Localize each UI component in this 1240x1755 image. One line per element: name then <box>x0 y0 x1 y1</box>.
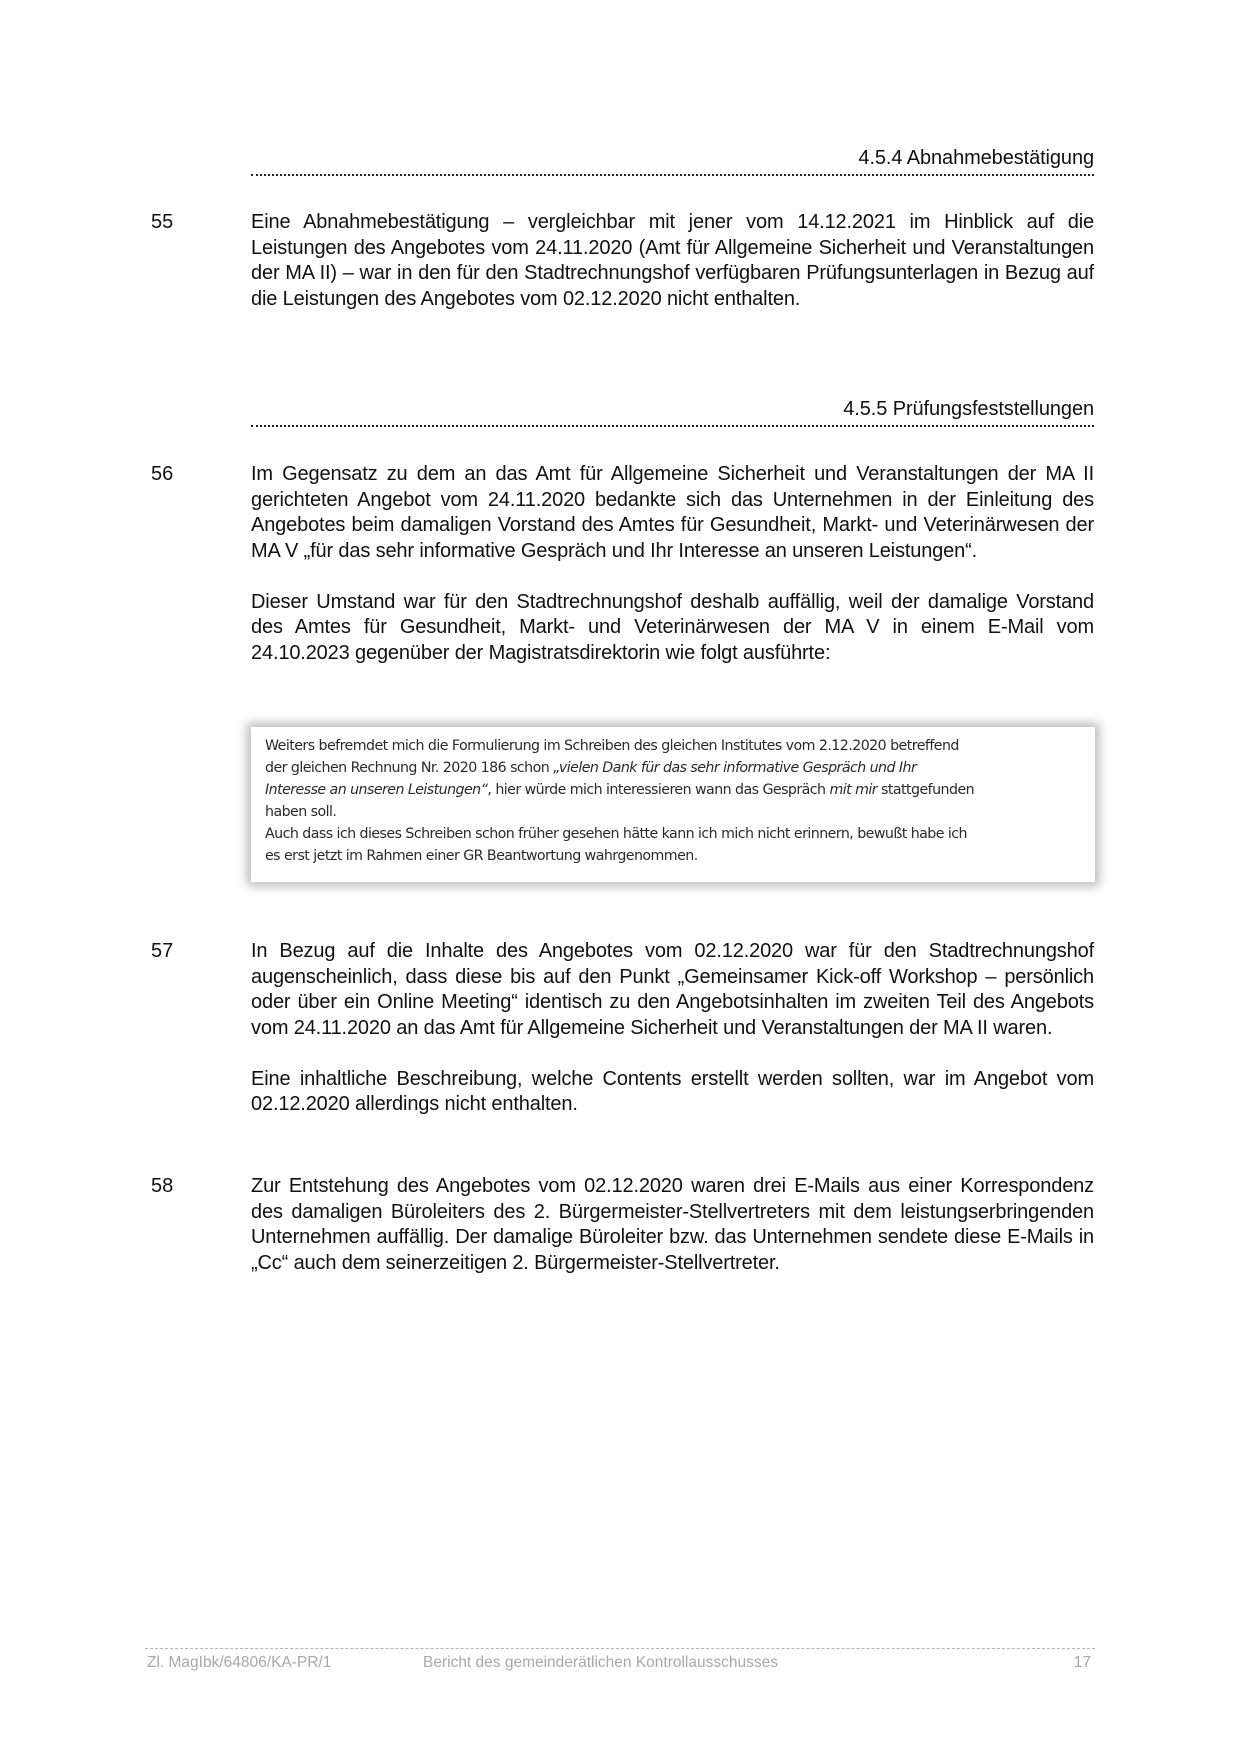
quote-line <box>265 757 1083 779</box>
quote-text-italic: Interesse an unseren Leistungen“ <box>265 782 488 798</box>
quote-line <box>265 779 1083 801</box>
paragraph-number: 57 <box>151 940 174 962</box>
quoted-email-excerpt <box>251 727 1095 882</box>
quote-line: Auch dass ich dieses Schreiben schon früher gesehen hätte kann ich mich nicht erinnern, bewußt habe ich <box>265 826 967 842</box>
paragraph-body <box>251 939 1094 1118</box>
quote-text-italic: „vielen Dank für das sehr informative Gespräch und Ihr <box>553 760 917 776</box>
paragraph-text: Dieser Umstand war für den Stadtrechnungshof deshalb auffällig, weil der damalige Vorstand des Amtes für Gesundheit, Markt- und Veterinärwesen der MA V in einem E-Mail vom 24.10.2023 gegenüber der Magistratsdirektorin wie folgt ausführte: <box>251 590 1094 664</box>
paragraph-body <box>251 210 1094 312</box>
paragraph-number: 56 <box>151 463 174 485</box>
quote-text: stattgefunden <box>877 782 975 798</box>
paragraph-number: 55 <box>151 211 174 233</box>
footer-reference: Zl. MagIbk/64806/KA-PR/1 <box>147 1654 332 1671</box>
section-heading-4-5-5: 4.5.5 Prüfungsfeststellungen <box>251 397 1094 427</box>
paragraph-body <box>251 1174 1094 1276</box>
paragraph-number: 58 <box>151 1175 174 1197</box>
paragraph-text: Im Gegensatz zu dem an das Amt für Allgemeine Sicherheit und Veranstaltungen der MA II gerichteten Angebot vom 24.11.2020 bedankte sich das Unternehmen in der Einleitung des Angebotes beim damaligen Vorstand des Amtes für Gesundheit, Markt- und Veterinärwesen der MA V „für das sehr informative Gespräch und Ihr Interesse an unseren Leistungen“. <box>251 463 1094 562</box>
paragraph-body <box>251 462 1094 666</box>
page-number: 17 <box>1073 1654 1091 1671</box>
page-footer <box>145 1648 1095 1677</box>
paragraph-text: Eine Abnahmebestätigung – vergleichbar mit jener vom 14.12.2021 im Hinblick auf die Leistungen des Angebotes vom 24.11.2020 (Amt für Allgemeine Sicherheit und Veranstaltungen der MA II) – war in den für den Stadtrechnungshof verfügbaren Prüfungsunterlagen in Bezug auf die Leistungen des Angebotes vom 02.12.2020 nicht enthalten. <box>251 211 1094 310</box>
quote-text: , hier würde mich interessieren wann das Gespräch <box>487 782 830 798</box>
footer-title: Bericht des gemeinderätlichen Kontrollausschusses <box>423 1654 778 1671</box>
paragraph-text: In Bezug auf die Inhalte des Angebotes vom 02.12.2020 war für den Stadtrechnungshof augenscheinlich, dass diese bis auf den Punkt „Gemeinsamer Kick-off Workshop – persönlich oder über ein Online Meeting“ identisch zu den Angebotsinhalten im zweiten Teil des Angebots vom 24.11.2020 an das Amt für Allgemeine Sicherheit und Veranstaltungen der MA II waren. <box>251 940 1094 1039</box>
quote-line: es erst jetzt im Rahmen einer GR Beantwortung wahrgenommen. <box>265 848 698 864</box>
quote-line: Weiters befremdet mich die Formulierung im Schreiben des gleichen Institutes vom 2.12.2020 betreffend <box>265 738 959 754</box>
quote-text: der gleichen Rechnung Nr. 2020 186 schon <box>265 760 554 776</box>
quote-text-italic: mit mir <box>829 782 878 798</box>
quote-line: haben soll. <box>265 804 337 820</box>
paragraph-text: Zur Entstehung des Angebotes vom 02.12.2020 waren drei E-Mails aus einer Korrespondenz des damaligen Büroleiters des 2. Bürgermeister-Stellvertreters mit dem leistungserbringenden Unternehmen auffällig. Der damalige Büroleiter bzw. das Unternehmen sendete diese E-Mails in „Cc“ auch dem seinerzeitigen 2. Bürgermeister-Stellvertreter. <box>251 1175 1094 1274</box>
section-heading-4-5-4: 4.5.4 Abnahmebestätigung <box>251 146 1094 176</box>
paragraph-text: Eine inhaltliche Beschreibung, welche Contents erstellt werden sollten, war im Angebot vom 02.12.2020 allerdings nicht enthalten. <box>251 1067 1094 1115</box>
